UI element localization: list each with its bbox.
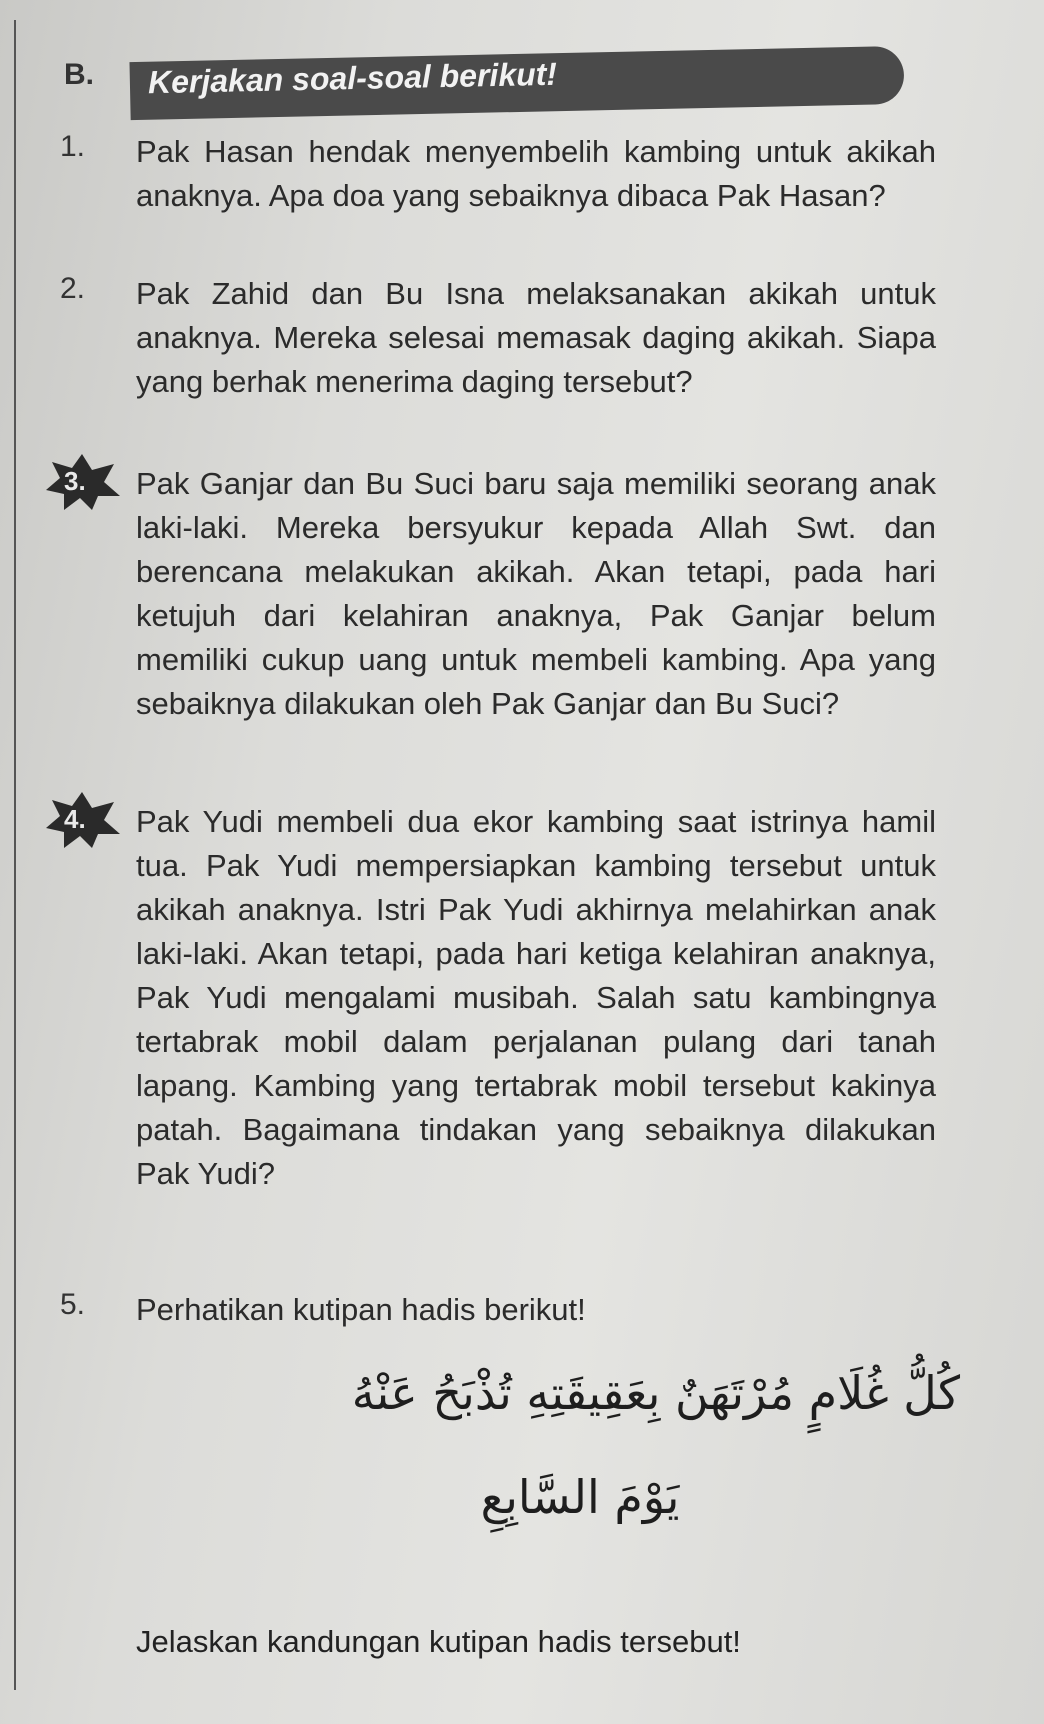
star-badge	[42, 790, 122, 850]
question-text: Perhatikan kutipan hadis berikut!	[136, 1292, 586, 1327]
star-badge	[42, 452, 122, 512]
instruction-text: Jelaskan kandungan kutipan hadis tersebut!	[136, 1624, 741, 1659]
section-header	[44, 48, 904, 116]
section-title: Kerjakan soal-soal berikut!	[147, 55, 558, 101]
question-number: 2.	[60, 272, 86, 305]
question-number: 3.	[64, 466, 86, 496]
question-text: Pak Yudi membeli dua ekor kambing saat istrinya hamil tua. Pak Yudi mempersiapkan kambing tersebut untuk akikah anaknya. Istri Pak Yudi akhirnya melahirkan anak laki-laki. Akan tetapi, pada hari ketiga kelahiran anaknya, Pak Yudi mengalami musibah. Salah satu kambingnya tertabrak mobil dalam perjalanan pulang dari tanah lapang. Kambing yang tertabrak mobil tersebut kakinya patah. Bagaimana tindakan yang sebaiknya dilakukan Pak Yudi?	[136, 804, 936, 1191]
question-text: Pak Ganjar dan Bu Suci baru saja memiliki seorang anak laki-laki. Mereka bersyukur kepada Allah Swt. dan berencana melakukan akikah. Akan tetapi, pada hari ketujuh dari kelahiran anaknya, Pak Ganjar belum memiliki cukup uang untuk membeli kambing. Apa yang sebaiknya dilakukan oleh Pak Ganjar dan Bu Suci?	[136, 466, 936, 721]
hadith-line-2: يَوْمَ السَّابِعِ	[480, 1470, 680, 1524]
section-letter: B.	[64, 58, 94, 91]
margin-rule	[14, 20, 16, 1690]
hadith-line-1: كُلُّ غُلَامٍ مُرْتَهَنٌ بِعَقِيقَتِهِ تُذْبَحُ عَنْهُ	[351, 1366, 960, 1420]
question-number: 5.	[60, 1288, 86, 1321]
question-text: Pak Hasan hendak menyembelih kambing untuk akikah anaknya. Apa doa yang sebaiknya dibaca Pak Hasan?	[136, 134, 936, 213]
question-number: 4.	[64, 804, 86, 834]
question-number: 1.	[60, 130, 86, 163]
question-text: Pak Zahid dan Bu Isna melaksanakan akikah untuk anaknya. Mereka selesai memasak daging akikah. Siapa yang berhak menerima daging tersebut?	[136, 276, 936, 399]
